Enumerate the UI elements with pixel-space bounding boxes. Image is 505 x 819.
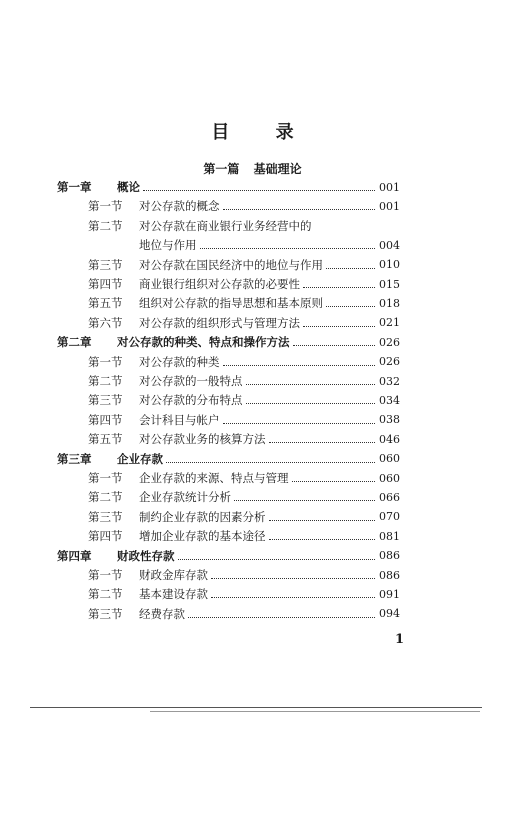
toc-entry-label: 第一节	[88, 354, 123, 369]
toc-entry-page: 026	[379, 335, 400, 349]
toc-section-row	[88, 313, 400, 333]
toc-chapter-row	[57, 177, 400, 197]
dot-leader	[211, 577, 375, 579]
toc-entry-label: 第四章	[57, 548, 92, 563]
dot-leader	[303, 325, 375, 327]
toc-entry-title: 概论	[117, 180, 140, 194]
toc-entry-page: 038	[379, 413, 400, 427]
toc-entry-title: 增加企业存款的基本途径	[139, 529, 266, 544]
toc-entry-page: 091	[379, 587, 400, 601]
toc-entry-page: 081	[379, 529, 400, 543]
toc-entry-page: 010	[379, 258, 400, 272]
toc-entry-page: 001	[379, 199, 400, 213]
dot-leader	[269, 538, 376, 540]
toc-section-row	[88, 565, 400, 585]
toc-entry-page: 032	[379, 374, 400, 388]
toc-section-row	[88, 604, 400, 624]
toc-entry-label: 第二节	[88, 218, 123, 233]
toc-section-row	[88, 410, 400, 430]
toc-entry-page: 046	[379, 432, 400, 446]
toc-chapter-row	[57, 332, 400, 352]
toc-entry-label: 第一节	[88, 568, 123, 582]
dot-leader	[269, 519, 376, 521]
toc-entry-title: 对公存款在国民经济中的地位与作用	[139, 257, 323, 272]
toc-entry-page: 021	[379, 316, 400, 330]
toc-entry-label: 第六节	[88, 315, 123, 330]
toc-entry-page: 070	[379, 510, 400, 524]
toc-entry-page: 026	[379, 355, 400, 369]
toc-entry-page: 066	[379, 490, 400, 504]
toc-entry-title: 企业存款的来源、特点与管理	[139, 471, 289, 485]
toc-entry-title: 对公存款的分布特点	[139, 393, 243, 408]
toc-entry-title: 企业存款统计分析	[139, 490, 231, 505]
toc-entry-page: 001	[379, 180, 400, 194]
toc-chapter-row	[57, 546, 400, 566]
toc-entry-label: 第四节	[88, 529, 123, 544]
toc-entry-label: 第二章	[57, 335, 92, 350]
toc-chapter-row	[57, 449, 400, 469]
toc-entry-title: 商业银行组织对公存款的必要性	[139, 277, 300, 291]
toc-entry-page: 034	[379, 393, 400, 407]
dot-leader	[166, 461, 375, 463]
part-title: 第一篇 基础理论	[203, 162, 302, 176]
toc-section-row	[88, 390, 400, 410]
toc-entry-title: 经费存款	[139, 606, 185, 621]
page-number: 1	[395, 632, 405, 647]
dot-leader	[234, 499, 375, 501]
toc-entry-title: 组织对公存款的指导思想和基本原则	[139, 296, 323, 311]
scan-artifact-line	[30, 707, 482, 708]
toc-entry-page: 086	[379, 549, 400, 563]
dot-leader	[246, 383, 376, 385]
toc-entry-label: 第四节	[88, 412, 123, 427]
toc-section-row	[88, 352, 400, 372]
toc-entry-title: 对公存款在商业银行业务经营中的	[139, 218, 312, 233]
dot-leader	[293, 344, 376, 346]
toc-section-row	[88, 487, 400, 507]
toc-entry-label: 第四节	[88, 277, 123, 291]
toc-section-row	[88, 468, 400, 488]
dot-leader	[246, 402, 376, 404]
toc-cont-row	[139, 235, 400, 255]
toc-section-row	[88, 216, 400, 236]
toc-section-row	[88, 293, 400, 313]
dot-leader	[292, 480, 376, 482]
toc-section-row	[88, 196, 400, 216]
toc-entry-label: 第二节	[88, 490, 123, 505]
toc-entry-label: 第二节	[88, 587, 123, 602]
toc-entry-label: 第三节	[88, 393, 123, 408]
toc-entry-label: 第一章	[57, 180, 92, 194]
toc-entry-page: 004	[379, 238, 400, 252]
toc-entry-page: 060	[379, 452, 400, 466]
toc-entry-title: 企业存款	[117, 451, 163, 466]
toc-entry-title: 对公存款的种类、特点和操作方法	[117, 335, 290, 350]
toc-section-row	[88, 371, 400, 391]
toc-entry-title: 对公存款的一般特点	[139, 374, 243, 388]
toc-entry-title: 对公存款的概念	[139, 199, 220, 214]
toc-section-row	[88, 274, 400, 294]
toc-entry-label: 第三章	[57, 451, 92, 466]
toc-entry-title: 财政金库存款	[139, 568, 208, 582]
scan-artifact-line-secondary	[150, 711, 480, 712]
toc-section-row	[88, 429, 400, 449]
toc-entry-title: 财政性存款	[117, 548, 175, 563]
dot-leader	[143, 189, 375, 191]
dot-leader	[211, 596, 375, 598]
dot-leader	[200, 247, 376, 249]
dot-leader	[223, 364, 376, 366]
page-title: 目 录	[211, 122, 314, 143]
toc-entry-page: 094	[379, 607, 400, 621]
toc-entry-label: 第五节	[88, 432, 123, 447]
toc-entry-title: 对公存款的种类	[139, 354, 220, 369]
toc-section-row	[88, 255, 400, 275]
toc-entry-label: 第三节	[88, 509, 123, 524]
toc-entry-title: 会计科目与帐户	[139, 412, 220, 427]
dot-leader	[326, 267, 375, 269]
toc-entry-page: 015	[379, 277, 400, 291]
toc-section-row	[88, 584, 400, 604]
toc-section-row	[88, 507, 400, 527]
toc-entry-label: 第三节	[88, 257, 123, 272]
toc-entry-page: 018	[379, 296, 400, 310]
toc-entry-page: 086	[379, 568, 400, 582]
toc-entry-title: 基本建设存款	[139, 587, 208, 602]
toc-entry-label: 第三节	[88, 606, 123, 621]
toc-entry-title: 对公存款的组织形式与管理方法	[139, 315, 300, 330]
dot-leader	[303, 286, 375, 288]
toc-entry-label: 第一节	[88, 471, 123, 485]
toc-entry-label: 第一节	[88, 199, 123, 214]
toc-entry-title: 地位与作用	[139, 238, 197, 253]
toc-entry-page: 060	[379, 471, 400, 485]
dot-leader	[188, 616, 375, 618]
toc-entry-label: 第五节	[88, 296, 123, 311]
dot-leader	[178, 558, 376, 560]
toc-entry-label: 第二节	[88, 374, 123, 388]
toc-entry-title: 制约企业存款的因素分析	[139, 509, 266, 524]
toc-section-row	[88, 526, 400, 546]
toc-entry-title: 对公存款业务的核算方法	[139, 432, 266, 447]
dot-leader	[269, 441, 376, 443]
dot-leader	[326, 305, 375, 307]
dot-leader	[223, 208, 376, 210]
dot-leader	[223, 422, 376, 424]
